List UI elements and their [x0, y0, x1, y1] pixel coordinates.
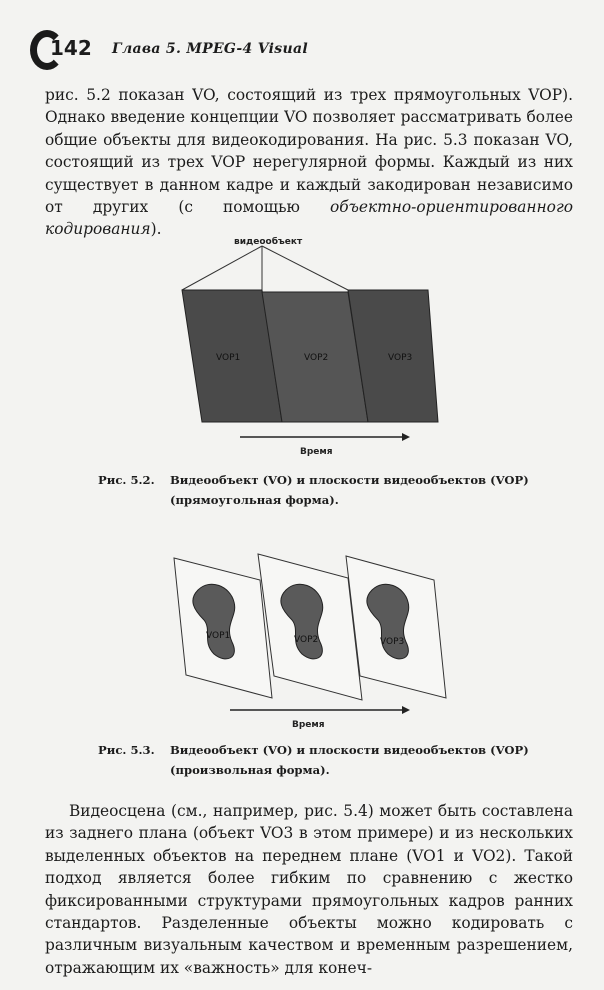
fig1-connector-left: [182, 246, 262, 290]
fig1-plane-label-3: VOP3: [388, 353, 413, 363]
paragraph-1-end: ).: [150, 220, 162, 239]
fig1-connector-right: [262, 246, 348, 290]
figure-5-3-caption: [98, 740, 529, 780]
fig1-caption-label: Рис. 5.2.: [98, 473, 155, 487]
fig2-time-arrowhead: [402, 706, 410, 714]
fig1-label-top: видеообъект: [234, 237, 303, 247]
fig2-plane-label-1: VOP1: [206, 631, 231, 641]
figure-5-3: [170, 550, 450, 735]
fig1-time-label: Время: [300, 447, 333, 457]
fig1-caption-line1: Видеообъект (VO) и плоскости видеообъектов (VOP): [170, 473, 529, 487]
fig1-plane-label-2: VOP2: [304, 353, 329, 363]
figure-5-2: [170, 232, 440, 462]
page-header: [22, 28, 582, 72]
fig2-caption-line1: Видеообъект (VO) и плоскости видеообъектов (VOP): [170, 743, 529, 757]
fig2-plane-label-2: VOP2: [294, 635, 319, 645]
fig2-plane-label-3: VOP3: [380, 637, 405, 647]
paragraph-1: [45, 84, 573, 241]
fig2-caption-label: Рис. 5.3.: [98, 743, 155, 757]
paragraph-1-emphasis: объектно-ориентированного кодирования: [45, 198, 573, 239]
fig2-caption-line2: (произвольная форма).: [170, 763, 330, 777]
fig1-time-arrowhead: [402, 433, 410, 441]
fig2-time-label: Время: [292, 720, 325, 730]
fig1-plane-label-1: VOP1: [216, 353, 241, 363]
fig1-caption-line2: (прямоугольная форма).: [170, 493, 339, 507]
figure-5-2-caption: [98, 470, 529, 510]
paragraph-2: Видеосцена (см., например, рис. 5.4) может быть составлена из заднего плана (объект VO3 в этом примере) и из нескольких выделенных объектов на переднем плане (VO1 и VO2). Такой подход является более гибким по сравнению с жестко фиксированными структурами прямоугольных кадров ранних стандартов. Разделенные объекты можно кодировать с различным визуальным качеством и временным разрешением, отражающим их «важность» для конеч-: [45, 802, 573, 977]
paragraph-1-text: рис. 5.2 показан VO, состоящий из трех прямоугольных VOP). Однако введение концепции VO позволяет рассматривать более общие объекты для видеокодирования. На рис. 5.3 показан VO, состоящий из трех VOP нерегулярной формы. Каждый из них существует в данном кадре и каждый закодирован независимо от других (с помощью: [45, 86, 573, 217]
running-head: Глава 5. MPEG-4 Visual: [112, 41, 308, 57]
page-number: 142: [50, 36, 92, 60]
